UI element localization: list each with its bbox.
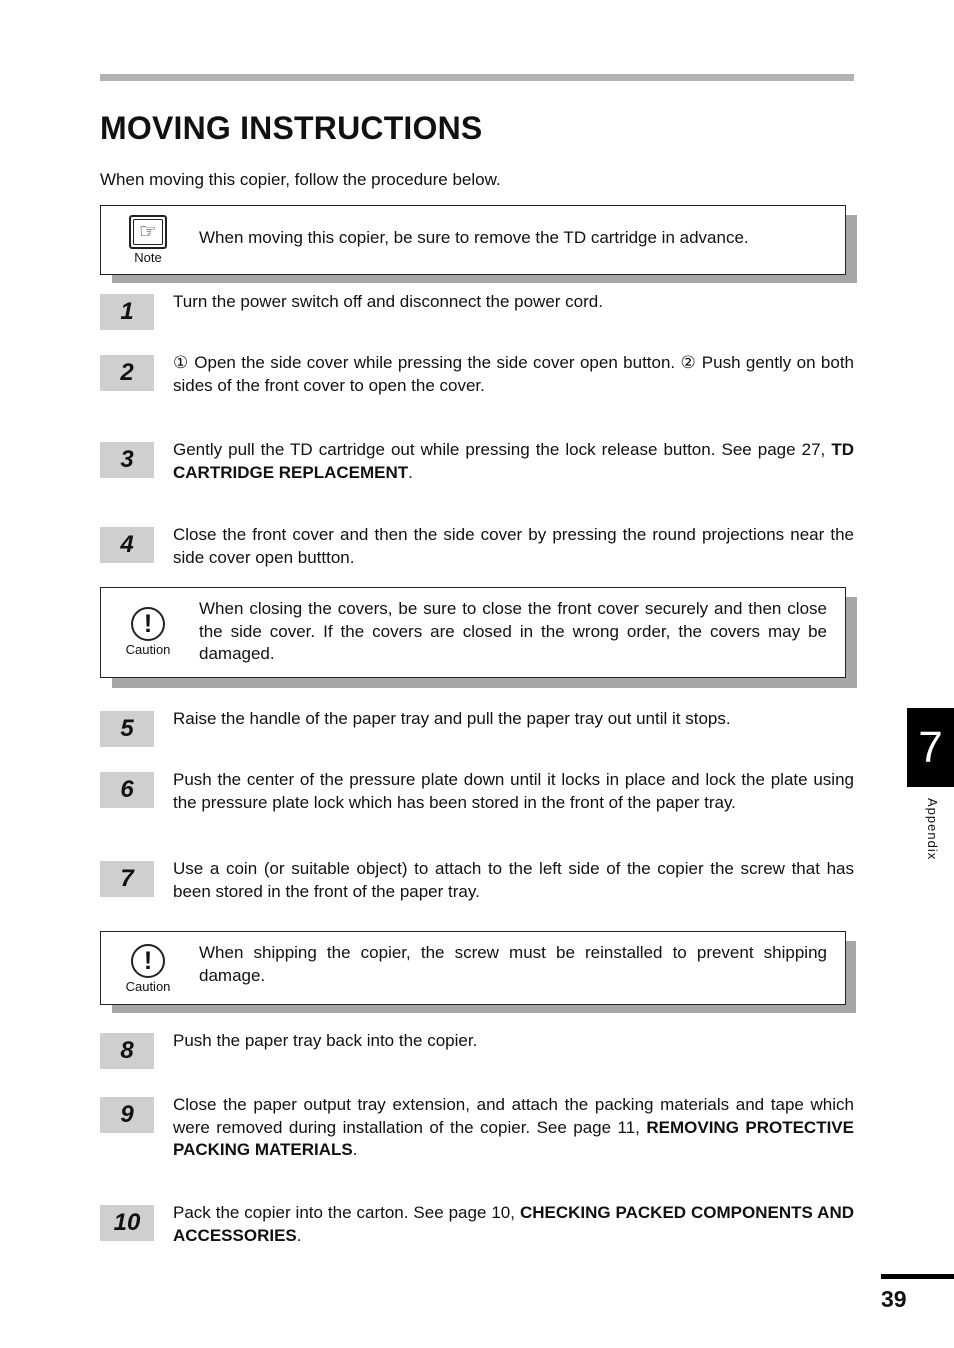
- note-text: When moving this copier, be sure to remove the TD cartridge in advance.: [199, 228, 749, 247]
- chapter-tab: 7: [907, 708, 954, 787]
- step-text: Close the front cover and then the side cover by pressing the round projections near the side cover open buttton.: [173, 525, 854, 567]
- page-reference: TD CARTRIDGE REPLACEMENT: [173, 440, 854, 482]
- note-box: [100, 205, 848, 283]
- step-number: 1: [100, 294, 154, 330]
- step-number: 8: [100, 1033, 154, 1069]
- caution-box: [100, 931, 848, 1013]
- step-text: Use a coin (or suitable object) to attach to the left side of the copier the screw that has been stored in the front of the paper tray.: [173, 859, 854, 901]
- caution-icon: !: [131, 944, 165, 978]
- caution-icon: !: [131, 607, 165, 641]
- page-reference: REMOVING PROTECTIVE PACKING MATERIALS: [173, 1117, 854, 1159]
- note-label: Note: [134, 250, 162, 265]
- top-rule: [100, 74, 854, 81]
- caution-icon-group: [115, 607, 181, 657]
- footer-rule: [881, 1274, 954, 1279]
- step-number: 7: [100, 861, 154, 897]
- step-number: 5: [100, 711, 154, 747]
- step-text: Close the paper output tray extension, and attach the packing materials and tape which were removed during installation of the copier. See page 11, REMOVING PROTECTIVE PACKING MATERIALS.: [173, 1095, 854, 1159]
- chapter-label: Appendix: [925, 798, 940, 861]
- step-text: Gently pull the TD cartridge out while pressing the lock release button. See page 27, TD CARTRIDGE REPLACEMENT.: [173, 440, 854, 482]
- caution-label: Caution: [125, 979, 171, 994]
- caution-icon-group: [115, 944, 181, 994]
- step-text: Push the paper tray back into the copier.: [173, 1031, 478, 1050]
- page-number: 39: [881, 1286, 907, 1312]
- note-icon-group: [115, 215, 181, 265]
- step-text: Pack the copier into the carton. See page 10, CHECKING PACKED COMPONENTS AND ACCESSORIES.: [173, 1203, 854, 1245]
- step-text: Push the center of the pressure plate down until it locks in place and lock the plate using the pressure plate lock which has been stored in the front of the paper tray.: [173, 770, 854, 812]
- page-reference: CHECKING PACKED COMPONENTS AND ACCESSORIES: [173, 1203, 854, 1245]
- hand-pointer-icon: ☞: [129, 215, 167, 249]
- step-number: 10: [100, 1205, 154, 1241]
- step-number: 6: [100, 772, 154, 808]
- step-text: ① Open the side cover while pressing the side cover open button. ② Push gently on both sides of the front cover to open the cover.: [173, 353, 854, 395]
- step-text: Raise the handle of the paper tray and pull the paper tray out until it stops.: [173, 709, 731, 728]
- step-number: 2: [100, 355, 154, 391]
- page-title: MOVING INSTRUCTIONS: [100, 110, 483, 146]
- step-number: 4: [100, 527, 154, 563]
- intro-text: When moving this copier, follow the procedure below.: [100, 170, 501, 189]
- caution-label: Caution: [125, 642, 171, 657]
- step-number: 3: [100, 442, 154, 478]
- caution-box: [100, 587, 848, 688]
- step-number: 9: [100, 1097, 154, 1133]
- caution-text: When shipping the copier, the screw must be reinstalled to prevent shipping damage.: [199, 943, 827, 985]
- step-text: Turn the power switch off and disconnect the power cord.: [173, 292, 603, 311]
- caution-text: When closing the covers, be sure to close the front cover securely and then close the side cover. If the covers are closed in the wrong order, the covers may be damaged.: [199, 599, 827, 663]
